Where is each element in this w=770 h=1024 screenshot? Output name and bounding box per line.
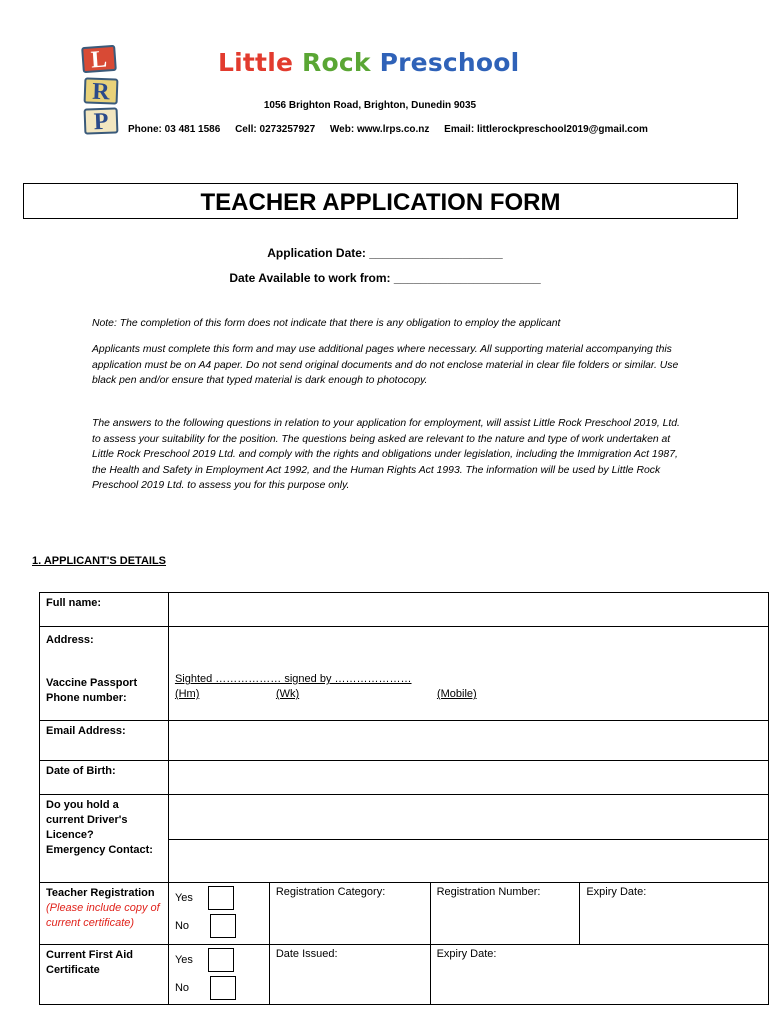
first-aid-no-checkbox[interactable] xyxy=(210,976,236,1000)
label-emergency-contact: Emergency Contact: xyxy=(46,844,153,856)
label-date-of-birth: Date of Birth: xyxy=(40,761,169,795)
first-aid-yesno xyxy=(168,945,269,1005)
teacher-registration-cell xyxy=(40,883,169,945)
label-email-address: Email Address: xyxy=(40,721,169,761)
label-yes: Yes xyxy=(174,953,193,966)
label-drivers-licence: Do you hold a current Driver's Licence? xyxy=(46,799,128,841)
first-aid-yes-checkbox[interactable] xyxy=(208,948,234,972)
label-yes: Yes xyxy=(174,891,193,904)
date-available-field[interactable]: Date Available to work from: ______________________ xyxy=(229,271,541,285)
first-aid-date-issued-field[interactable]: Date Issued: xyxy=(269,945,430,1005)
logo-block-p: P xyxy=(84,107,119,134)
contact-line xyxy=(128,124,648,135)
brand-word-3: Preschool xyxy=(379,48,520,77)
label-teacher-registration: Teacher Registration xyxy=(46,887,155,899)
section-heading-applicant: 1. APPLICANT'S DETAILS xyxy=(32,555,167,567)
phone-hm-field[interactable]: (Hm) xyxy=(174,688,200,700)
school-address: 1056 Brighton Road, Brighton, Dunedin 9035 xyxy=(263,100,477,111)
applicant-details-table xyxy=(39,592,769,1005)
address-field[interactable] xyxy=(168,627,768,721)
registration-yes-checkbox[interactable] xyxy=(208,886,234,910)
vaccine-passport-value[interactable]: Sighted ……………… signed by ………………… xyxy=(174,673,412,685)
note-privacy: The answers to the following questions in relation to your application for employment, will assist Little Rock Preschool 2019, Ltd. to assess your suitability for the position. The questions being asked are relevant to the nature and type of work undertaken at Little Rock Preschool 2019 Ltd. and comply with the rights and obligations under legislation, including the Immigration Act 1987, the Health and Safety in Employment Act 1992, and the Human Rights Act 1993. The information will be used by Little Rock Preschool 2019 Ltd. to assess you for this purpose only. xyxy=(92,418,680,492)
label-address: Address: xyxy=(46,634,94,646)
brand-word-1: Little xyxy=(218,48,294,77)
registration-number-field[interactable]: Registration Number: xyxy=(430,883,580,945)
label-phone-number: Phone number: xyxy=(46,692,127,704)
phone-mobile-field[interactable]: (Mobile) xyxy=(436,688,477,700)
contact-phone: Phone: 03 481 1586 xyxy=(128,124,221,135)
label-no: No xyxy=(174,919,189,932)
note-obligation: Note: The completion of this form does not indicate that there is any obligation to employ the applicant xyxy=(92,318,561,329)
first-aid-expiry-field[interactable]: Expiry Date: xyxy=(430,945,768,1005)
teacher-registration-note: (Please include copy of current certificate) xyxy=(46,902,160,929)
logo-block-l: L xyxy=(81,45,117,73)
full-name-field[interactable] xyxy=(168,593,768,627)
phone-wk-field[interactable]: (Wk) xyxy=(275,688,300,700)
licence-emergency-field[interactable] xyxy=(168,795,768,883)
form-title: TEACHER APPLICATION FORM xyxy=(23,183,738,219)
licence-emergency-labels xyxy=(40,795,169,883)
registration-expiry-field[interactable]: Expiry Date: xyxy=(580,883,769,945)
date-of-birth-field[interactable] xyxy=(168,761,768,795)
contact-email[interactable]: Email: littlerockpreschool2019@gmail.com xyxy=(444,124,648,135)
label-no: No xyxy=(174,981,189,994)
email-address-field[interactable] xyxy=(168,721,768,761)
contact-cell: Cell: 0273257927 xyxy=(235,124,316,135)
brand-word-2: Rock xyxy=(302,48,371,77)
label-full-name: Full name: xyxy=(40,593,169,627)
teacher-registration-yesno xyxy=(168,883,269,945)
registration-no-checkbox[interactable] xyxy=(210,914,236,938)
contact-web[interactable]: Web: www.lrps.co.nz xyxy=(329,124,430,135)
note-applicants: Applicants must complete this form and may use additional pages where necessary. All supporting material accompanying this application must be on A4 paper. Do not send original documents and do not enclose material in clear file folders or similar. Use black pen and/or ensure that typed material is dark enough to photocopy. xyxy=(92,344,679,387)
label-vaccine-passport: Vaccine Passport xyxy=(46,677,138,689)
address-vaccine-phone-labels xyxy=(40,627,169,721)
registration-category-field[interactable]: Registration Category: xyxy=(269,883,430,945)
logo-block-r: R xyxy=(84,77,119,104)
brand-name xyxy=(218,48,519,77)
application-date-field[interactable]: Application Date: ____________________ xyxy=(267,246,503,260)
label-first-aid: Current First Aid Certificate xyxy=(40,945,169,1005)
